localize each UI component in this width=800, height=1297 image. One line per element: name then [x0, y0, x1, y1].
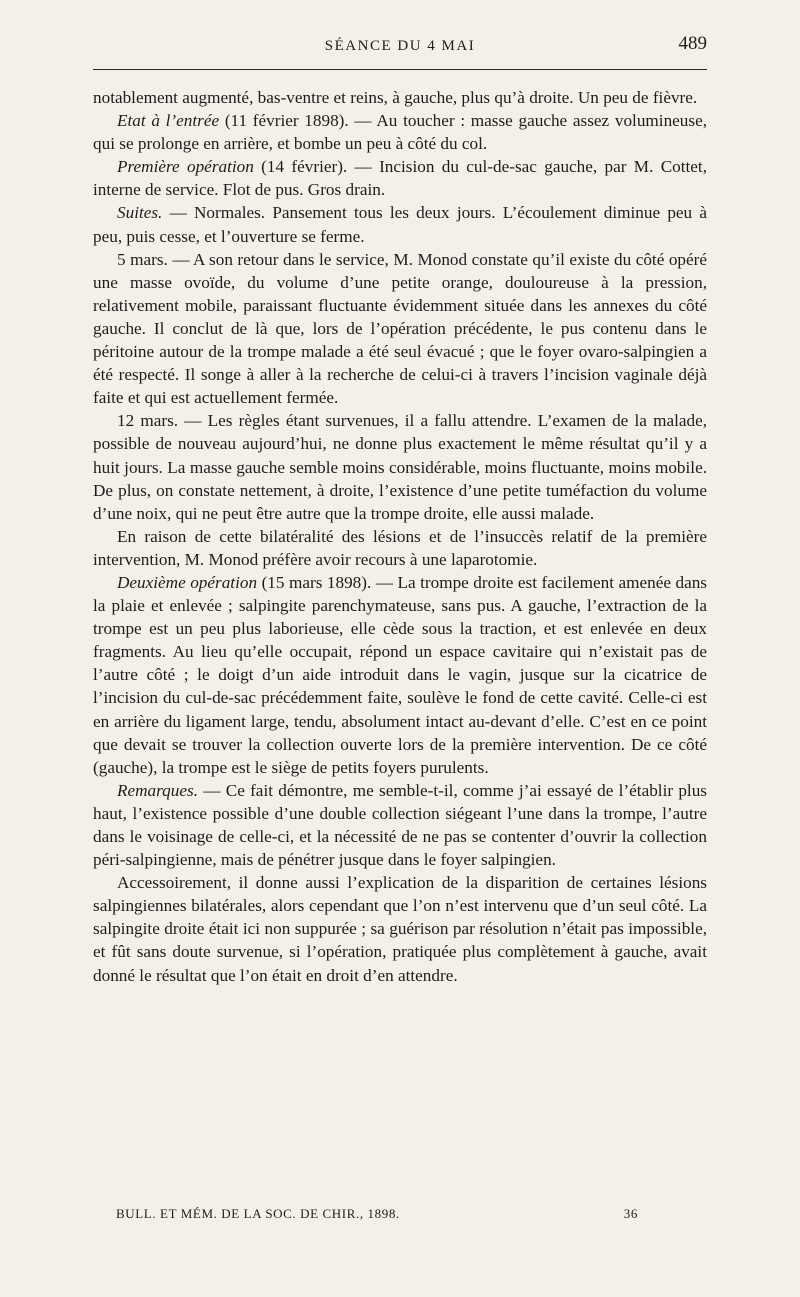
signature-number: 36: [623, 1206, 638, 1221]
paragraph: [93, 871, 707, 986]
paragraph-text: (15 mars 1898). — La trompe droite est facilement amenée dans la plaie et enlevée ; salpingite parenchymateuse, sans pus. A gauche, l’extraction de la trompe est un peu plus laborieuse, elle cède sous la traction, et est enlevée en deux fragments. Au lieu qu’elle occupait, répond un espace cavitaire qui n’existait pas de l’autre côté ; le doigt d’un aide introduit dans le vagin, jusque sur la cicatrice de l’incision du cul-de-sac précédemment faite, soulève le fond de cette cavité. Celle-ci est en arrière du ligament large, tendu, absolument intact au-devant d’elle. C’est en ce point que devait se trouver la collection ouverte lors de la première intervention. De ce côté (gauche), la trompe est le siège de petits foyers purulents.: [93, 572, 707, 777]
section-lead: Etat à l’entrée: [117, 111, 220, 131]
paragraph-text: — Ce fait démontre, me semble-t-il, comme j’ai essayé de l’établir plus haut, l’existence possible d’une double collection siégeant l’une dans la trompe, l’autre dans le voisinage de celle-ci, et la nécessité de ne pas se contenter d’ouvrir la collection péri-salpingienne, mais de pénétrer jusque dans le foyer salpingien.: [93, 780, 707, 870]
journal-citation: BULL. ET MÉM. DE LA SOC. DE CHIR., 1898.: [116, 1206, 400, 1221]
section-lead: Remarques.: [117, 780, 198, 800]
paragraph-text: 5 mars. — A son retour dans le service, M. Monod constate qu’il existe du côté opéré une masse ovoïde, du volume d’une petite orange, douloureuse à la pression, relativement mobile, paraissant fluctuante évidemment située dans les annexes du côté gauche. Il conclut de là que, lors de l’opération précédente, le pus contenu dans le péritoine autour de la trompe malade a été seul évacué ; que le foyer ovaro-salpingien a été respecté. Il songe à aller à la recherche de celui-ci à travers l’incision vaginale déjà faite et qui est actuellement fermée.: [93, 249, 707, 408]
paragraph: [93, 571, 707, 779]
section-lead: Première opération: [117, 157, 254, 177]
paragraph: [93, 155, 707, 201]
paragraph: [93, 525, 707, 571]
running-head-title: SÉANCE DU 4 MAI: [324, 38, 476, 54]
running-head: [93, 30, 707, 64]
paragraph-text: — Normales. Pansement tous les deux jours. L’écoulement diminue peu à peu, puis cesse, et l’ouverture se ferme.: [93, 203, 707, 246]
section-lead: Deuxième opération: [117, 572, 258, 592]
header-rule: [93, 69, 707, 70]
paragraph-text: notablement augmenté, bas-ventre et reins, à gauche, plus qu’à droite. Un peu de fièvre.: [93, 88, 698, 107]
paragraph-text: (14 février). — Incision du cul-de-sac gauche, par M. Cottet, interne de service. Flot de pus. Gros drain.: [93, 157, 707, 200]
paragraph-text: (11 février 1898). — Au toucher : masse gauche assez volumineuse, qui se prolonge en arrière, et bombe un peu à côté du col.: [93, 111, 707, 154]
page-number: 489: [678, 33, 707, 54]
paragraph: [93, 109, 707, 155]
paragraph: [93, 248, 707, 410]
paragraph-text: 12 mars. — Les règles étant survenues, il a fallu attendre. L’examen de la malade, possible de nouveau aujourd’hui, ne donne plus exactement le même résultat qu’il y a huit jours. La masse gauche semble moins considérable, moins fluctuante, moins mobile. De plus, on constate nettement, à droite, l’existence d’une petite tuméfaction du volume d’une noix, qui ne peut être autre que la trompe droite, elle aussi malade.: [93, 411, 707, 523]
paragraph: [93, 86, 707, 109]
paragraph-text: En raison de cette bilatéralité des lésions et de l’insuccès relatif de la première intervention, M. Monod préfère avoir recours à une laparotomie.: [93, 526, 707, 569]
paragraph: [93, 201, 707, 247]
paragraph: [93, 409, 707, 524]
paragraph: [93, 779, 707, 871]
paragraph-text: Accessoirement, il donne aussi l’explication de la disparition de certaines lésions salpingiennes bilatérales, alors cependant que l’on n’est intervenu que d’un seul côté. La salpingite droite était ici non suppurée ; sa guérison par résolution n’était pas impossible, et fût sans doute survenue, si l’opération, pratiquée plus complètement à gauche, avait donné le résultat que l’on était en droit d’en attendre.: [93, 873, 707, 985]
body-text: [93, 86, 707, 987]
section-lead: Suites.: [117, 203, 163, 223]
